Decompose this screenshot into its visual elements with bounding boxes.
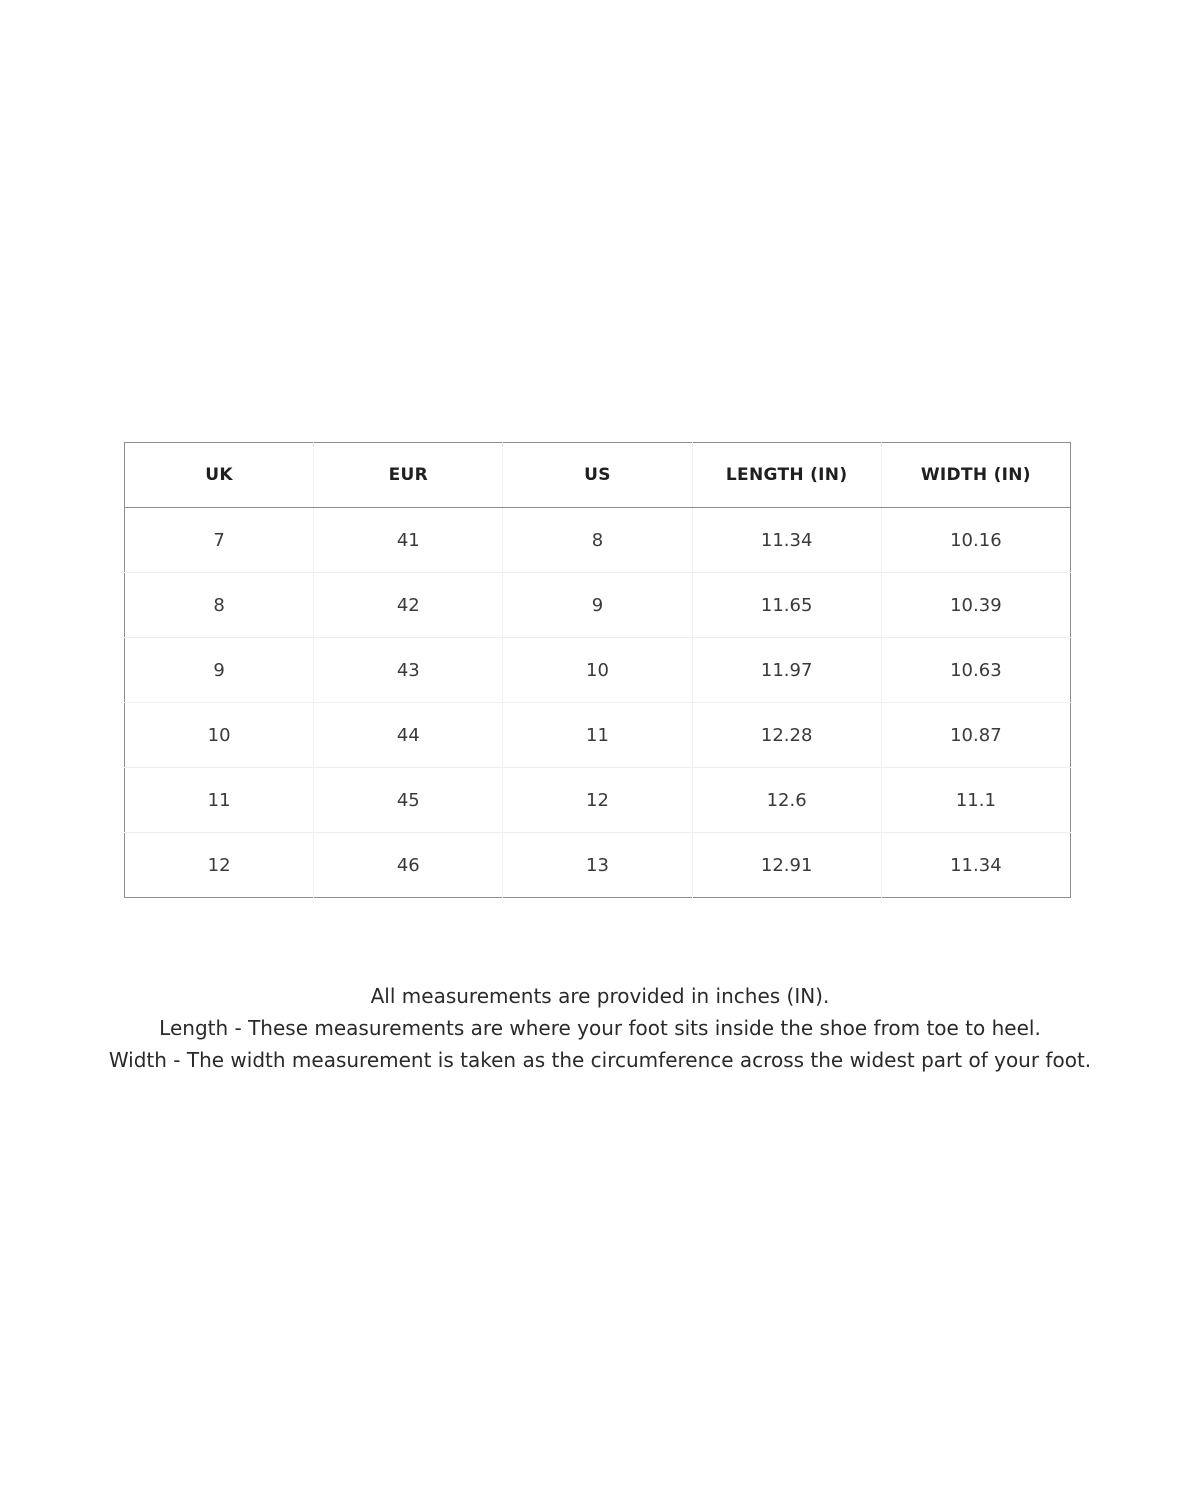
cell-width: 10.63 [881, 638, 1070, 703]
cell-us: 12 [503, 768, 692, 833]
cell-length: 11.65 [692, 573, 881, 638]
cell-us: 8 [503, 508, 692, 573]
cell-length: 12.91 [692, 833, 881, 898]
measurement-notes [0, 980, 1200, 1076]
cell-width: 10.39 [881, 573, 1070, 638]
table-row [125, 833, 1071, 898]
table-header-row [125, 443, 1071, 508]
cell-uk: 7 [213, 529, 225, 551]
table-row [125, 768, 1071, 833]
cell-uk: 10 [125, 703, 314, 768]
cell-us: 11 [503, 703, 692, 768]
cell-uk: 11 [125, 768, 314, 833]
cell-width: 10.16 [881, 508, 1070, 573]
cell-eur: 42 [314, 573, 503, 638]
cell-eur: 43 [314, 638, 503, 703]
table-row [125, 638, 1071, 703]
cell-us: 10 [503, 638, 692, 703]
cell-us: 13 [503, 833, 692, 898]
table-row [125, 703, 1071, 768]
table-row [125, 573, 1071, 638]
cell-eur: 41 [314, 508, 503, 573]
cell-width: 11.34 [881, 833, 1070, 898]
header-width: WIDTH (IN) [881, 443, 1070, 508]
cell-length: 12.28 [692, 703, 881, 768]
cell-length: 11.97 [692, 638, 881, 703]
cell-length: 11.34 [692, 508, 881, 573]
header-us: US [503, 443, 692, 508]
cell-eur: 45 [314, 768, 503, 833]
cell-us: 9 [503, 573, 692, 638]
note-length: Length - These measurements are where your foot sits inside the shoe from toe to heel. [159, 1016, 1041, 1040]
cell-width: 11.1 [881, 768, 1070, 833]
cell-length: 12.6 [692, 768, 881, 833]
cell-uk: 9 [125, 638, 314, 703]
header-eur: EUR [314, 443, 503, 508]
cell-width: 10.87 [881, 703, 1070, 768]
cell-eur: 46 [314, 833, 503, 898]
cell-uk: 8 [125, 573, 314, 638]
size-chart-table [124, 442, 1071, 898]
cell-uk: 12 [125, 833, 314, 898]
table-row [125, 508, 1071, 573]
cell-eur: 44 [314, 703, 503, 768]
header-uk: UK [125, 443, 314, 508]
note-units: All measurements are provided in inches (IN). [370, 984, 830, 1008]
note-width: Width - The width measurement is taken as the circumference across the widest part of your foot. [108, 1048, 1092, 1072]
header-length: LENGTH (IN) [692, 443, 881, 508]
